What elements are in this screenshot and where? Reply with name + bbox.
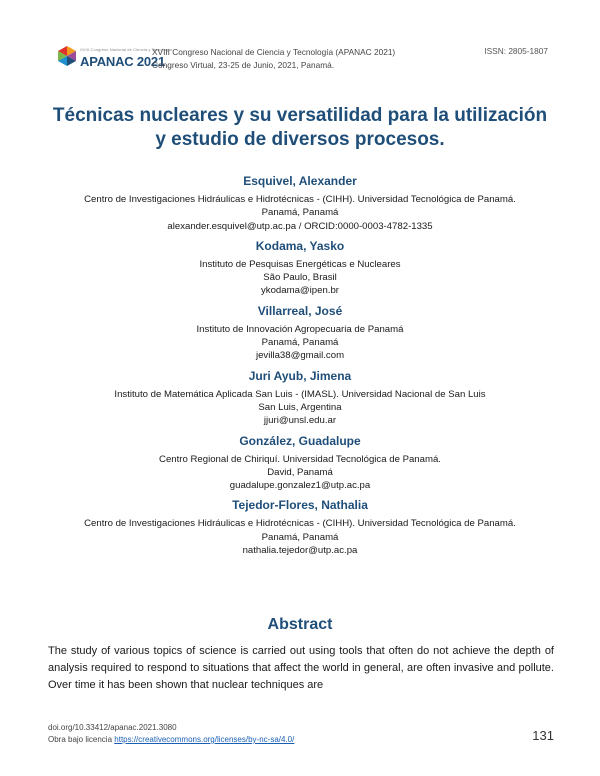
author-name: Juri Ayub, Jimena [248,368,352,383]
author-email: nathalia.tejedor@utp.ac.pa [242,545,358,557]
doi: doi.org/10.33412/apanac.2021.3080 [48,723,177,732]
author-block [30,368,570,428]
author-block [30,433,570,493]
author-name: Kodama, Yasko [255,238,345,253]
author-block [30,303,570,363]
author-list [30,173,570,562]
abstract-heading: Abstract [267,616,333,633]
license-prefix: Obra bajo licencia [48,735,115,744]
author-affiliation: Centro de Investigaciones Hidráulicas e Hidrotécnicas - (CIHH). Universidad Tecnológica de Panamá. [84,194,516,205]
author-name: Tejedor-Flores, Nathalia [232,498,368,513]
apanac-logo-icon [56,44,78,70]
title-line-1: Técnicas nucleares y su versatilidad para la utilización [52,105,548,126]
logo-small-text: XVIII Congreso Nacional de Ciencia y Tecnología [80,47,173,52]
author-email: jevilla38@gmail.com [255,350,345,362]
author-block [30,173,570,233]
author-affiliation: Instituto de Matemática Aplicada San Luis - (IMASL). Universidad Nacional de San Luis [114,388,486,400]
author-affiliation: Centro Regional de Chiriquí. Universidad Tecnológica de Panamá. [159,453,441,465]
author-location: San Luis, Argentina [258,401,342,413]
author-affiliation: Instituto de Pesquisas Energéticas e Nucleares [199,258,401,270]
logo-main-text: APANAC 2021 [80,54,165,69]
author-email: alexander.esquivel@utp.ac.pa / ORCID:0000-0003-4782-1335 [167,220,433,232]
page-header [56,42,556,76]
issn: ISSN: 2805-1807 [484,46,548,56]
page-footer [48,722,554,752]
author-name: González, Guadalupe [239,433,361,448]
conference-line-1: XVIII Congreso Nacional de Ciencia y Tecnología (APANAC 2021) [152,47,396,57]
author-location: Panamá, Panamá [261,337,339,349]
license-line [48,734,554,746]
author-email: jjuri@unsl.edu.ar [263,415,337,427]
author-affiliation: Instituto de Innovación Agropecuaria de Panamá [196,323,404,335]
author-block [30,497,570,557]
abstract-text: The study of various topics of science is carried out using tools that often do not achieve the depth of analysis required to respond to situations that affect the world in general, are often invasive and pollute. Over time it has been shown that nuclear techniques are [48,645,554,691]
author-location: David, Panamá [267,466,333,478]
apanac-logo [56,44,173,74]
author-location: São Paulo, Brasil [263,272,337,284]
conference-info [152,46,395,72]
author-email: guadalupe.gonzalez1@utp.ac.pa [229,480,371,492]
author-location: Panamá, Panamá [261,207,339,219]
author-block [30,238,570,298]
conference-line-2: Congreso Virtual, 23-25 de Junio, 2021, Panamá. [152,60,335,70]
author-email: ykodama@ipen.br [260,285,339,297]
author-name: Esquivel, Alexander [243,174,357,188]
author-affiliation: Centro de Investigaciones Hidráulicas e Hidrotécnicas - (CIHH). Universidad Tecnológica de Panamá. [84,518,516,530]
page-number: 131 [532,728,554,743]
license-link[interactable]: https://creativecommons.org/licenses/by-nc-sa/4.0/ [114,735,295,744]
author-location: Panamá, Panamá [261,531,339,543]
paper-title [40,104,560,152]
author-name: Villarreal, José [257,303,343,318]
title-line-2: y estudio de diversos procesos. [155,129,445,150]
